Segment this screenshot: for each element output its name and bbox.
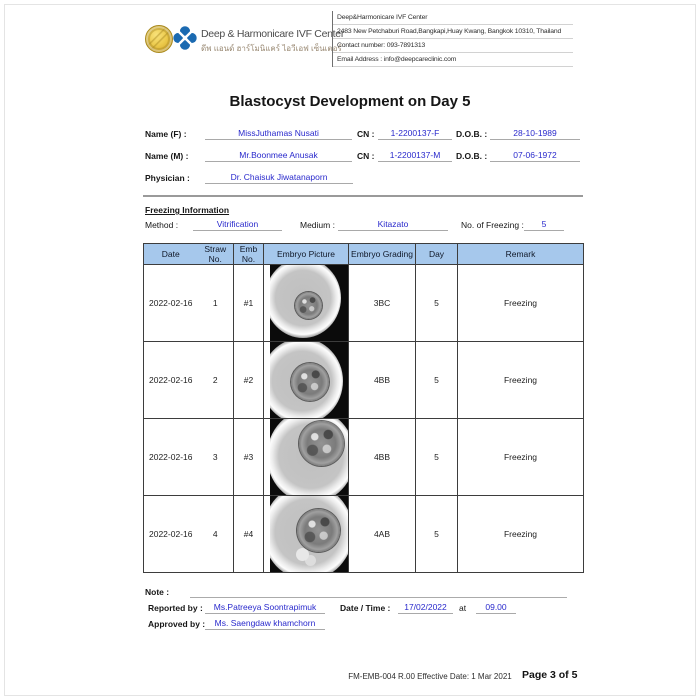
clinic-address-line: 2483 New Petchaburi Road,Bangkapi,Huay Kwang, Bangkok 10310, Thailand	[333, 25, 573, 39]
name-f-label: Name (F) :	[145, 129, 187, 139]
note-label: Note :	[145, 587, 170, 597]
dob-f-label: D.O.B. :	[456, 129, 488, 139]
clinic-name: Deep & Harmonicare IVF Center	[201, 28, 345, 40]
embryo-table	[143, 243, 584, 573]
col-grading: Embryo Grading	[349, 244, 416, 265]
cell-date: 2022-02-16	[144, 419, 198, 496]
cell-emb: #1	[234, 265, 264, 342]
cn-m-label: CN :	[357, 151, 375, 161]
method-label: Method :	[145, 220, 179, 230]
col-picture: Embryo Picture	[264, 244, 349, 265]
name-m-label: Name (M) :	[145, 151, 189, 161]
blastocyst	[297, 509, 340, 552]
section-divider	[143, 195, 583, 197]
cell-grading: 4BB	[349, 419, 416, 496]
table-row	[144, 342, 584, 419]
cn-m-value: 1-2200137-M	[378, 149, 452, 162]
medium-label: Medium :	[300, 220, 335, 230]
embryo-picture	[270, 265, 349, 341]
cell-emb: #2	[234, 342, 264, 419]
cell-remark: Freezing	[458, 496, 584, 573]
clinic-name-thai: ดีพ แอนด์ ฮาร์โมนิแคร์ ไอวีเอฟ เซ็นเตอร์	[201, 44, 342, 53]
col-day: Day	[416, 244, 458, 265]
medium-value: Kitazato	[338, 218, 448, 231]
blastocyst	[299, 421, 344, 466]
table-row	[144, 496, 584, 573]
date-value: 17/02/2022	[398, 601, 453, 614]
cell-straw: 1	[198, 265, 234, 342]
cell-straw: 2	[198, 342, 234, 419]
physician-label: Physician :	[145, 173, 190, 183]
freezing-count-value: 5	[524, 218, 564, 231]
col-date: Date	[144, 244, 198, 265]
cell-grading: 3BC	[349, 265, 416, 342]
cell-date: 2022-02-16	[144, 496, 198, 573]
cn-f-label: CN :	[357, 129, 375, 139]
freezing-section-title: Freezing Information	[145, 205, 230, 215]
cell-emb: #4	[234, 496, 264, 573]
note-line	[190, 597, 567, 598]
cell-day: 5	[416, 342, 458, 419]
col-straw: Straw No.	[198, 244, 234, 265]
table-row	[144, 265, 584, 342]
blastocyst	[291, 363, 329, 401]
table-header-row	[144, 244, 584, 265]
approved-by-label: Approved by :	[148, 619, 206, 629]
cell-emb: #3	[234, 419, 264, 496]
cell-picture	[264, 342, 349, 419]
embryo-picture	[270, 496, 349, 572]
blastocyst	[295, 292, 322, 319]
page-title: Blastocyst Development on Day 5	[229, 93, 471, 110]
name-f-value: MissJuthamas Nusati	[205, 127, 352, 140]
method-value: Vitrification	[193, 218, 282, 231]
table-row	[144, 419, 584, 496]
clinic-info-block	[332, 11, 573, 67]
cell-grading: 4AB	[349, 496, 416, 573]
cell-remark: Freezing	[458, 419, 584, 496]
datetime-label: Date / Time :	[340, 603, 391, 613]
cell-grading: 4BB	[349, 342, 416, 419]
embryo-picture	[270, 342, 349, 418]
cell-remark: Freezing	[458, 342, 584, 419]
col-remark: Remark	[458, 244, 584, 265]
physician-value: Dr. Chaisuk Jiwatanaporn	[205, 171, 353, 184]
cell-day: 5	[416, 496, 458, 573]
dob-m-value: 07-06-1972	[490, 149, 580, 162]
form-code: FM-EMB-004 R.00 Effective Date: 1 Mar 2021	[348, 672, 512, 681]
cn-f-value: 1-2200137-F	[378, 127, 452, 140]
cell-straw: 3	[198, 419, 234, 496]
freezing-count-label: No. of Freezing :	[461, 220, 524, 230]
page-number: Page 3 of 5	[522, 669, 578, 681]
cell-straw: 4	[198, 496, 234, 573]
gold-coin-icon	[145, 25, 173, 53]
cell-picture	[264, 496, 349, 573]
col-emb: Emb No.	[234, 244, 264, 265]
name-m-value: Mr.Boonmee Anusak	[205, 149, 352, 162]
cell-picture	[264, 265, 349, 342]
clinic-email-line: Email Address : info@deepcareclinic.com	[333, 53, 573, 67]
cell-day: 5	[416, 419, 458, 496]
clinic-phone-line: Contact number: 093-7891313	[333, 39, 573, 53]
cell-picture	[264, 419, 349, 496]
reported-by-value: Ms.Patreeya Soontrapimuk	[205, 601, 325, 614]
reported-by-label: Reported by :	[148, 603, 203, 613]
at-label: at	[459, 603, 467, 613]
cell-remark: Freezing	[458, 265, 584, 342]
clover-logo-icon	[173, 26, 197, 50]
cell-day: 5	[416, 265, 458, 342]
dob-f-value: 28-10-1989	[490, 127, 580, 140]
cell-date: 2022-02-16	[144, 342, 198, 419]
dob-m-label: D.O.B. :	[456, 151, 488, 161]
embryo-picture	[270, 419, 349, 495]
cell-date: 2022-02-16	[144, 265, 198, 342]
time-value: 09.00	[476, 601, 516, 614]
clinic-info-line: Deep&Harmonicare IVF Center	[333, 11, 573, 25]
approved-by-value: Ms. Saengdaw khamchorn	[205, 617, 325, 630]
